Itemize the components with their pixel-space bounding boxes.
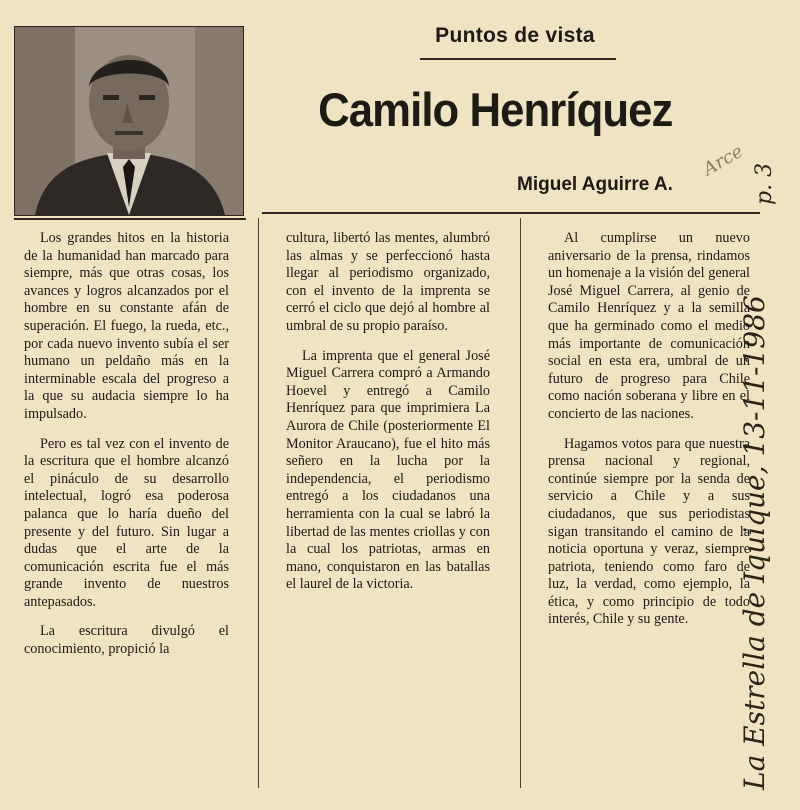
section-kicker: Puntos de vista <box>435 24 595 47</box>
paragraph: Al cumplirse un nuevo aniversario de la prensa, rindamos un homenaje a la visión del general José Miguel Carrera, al genio de Camilo Henríquez y a la semilla que ha germinado como el medio más importante de comunicación social en esta era, umbral de un futuro de progreso para Chile como nación soberana y libre en el concierto de las naciones. <box>548 230 750 422</box>
paragraph: Hagamos votos para que nuestra prensa nacional y regional, continúe siempre por la senda de servicio a Chile y a sus ciudadanos, que sus periodistas sigan transitando el camino de la noticia oportuna y veraz, siempre patriota, teniendo como faro de luz, la verdad, como ejemplo, la ética, y como principio de todo interés, Chile y su gente. <box>548 435 750 628</box>
author-portrait-image <box>15 27 243 215</box>
paragraph: cultura, libertó las mentes, alumbró las almas y se perfeccionó hasta llegar al periodismo organizado, con el invento de la imprenta se cerró el ciclo que dejó al hombre al umbral de su propio paraíso. <box>286 230 490 334</box>
article-column-3 <box>548 230 750 641</box>
column-divider-2 <box>520 218 521 788</box>
handwritten-source-date: La Estrella de Iquique, 13-11-1986 <box>738 295 771 790</box>
author-photo <box>14 26 244 216</box>
faint-handwritten-note: Arce <box>699 140 747 181</box>
paragraph: Los grandes hitos en la historia de la humanidad han marcado para siempre, más que otras cosas, los avances y logros alcanzados por el hombre en su constante afán de superación. El fuego, la rueda, etc., por cada nuevo invento subía el ser humano un peldaño más en la interminable escala del progreso a la que su audacia siempre lo ha impulsado. <box>24 230 229 422</box>
header-divider <box>262 212 760 214</box>
photo-divider <box>14 218 246 220</box>
column-divider-1 <box>258 218 259 788</box>
paragraph: Pero es tal vez con el invento de la escritura que el hombre alcanzó el pináculo de su desarrollo intelectual, logró esa poderosa palanca que lo haría dueño del presente y del futuro. Sin lugar a dudas que el arte de la comunicación escrita fue el más grande invento de nuestros antepasados. <box>24 435 229 610</box>
article-column-1 <box>24 230 229 671</box>
paragraph: La imprenta que el general José Miguel Carrera compró a Armando Hoevel y entregó a Camilo Henríquez para que imprimiera La Aurora de Chile (posteriormente El Monitor Araucano), fue el hito más señero en la lucha por la independencia, el periodismo entregó a los ciudadanos una herramienta con la cual se labró la libertad de las mentes criollas y con la cual los patriotas, armas en mano, conquistaron en las batallas el laurel de la victoria. <box>286 347 490 593</box>
article-title: Camilo Henríquez <box>318 83 673 136</box>
kicker-underline <box>420 58 616 60</box>
author-byline: Miguel Aguirre A. <box>517 174 673 195</box>
paragraph: La escritura divulgó el conocimiento, propició la <box>24 623 229 658</box>
handwritten-page-note: p. 3 <box>752 162 777 205</box>
article-column-2 <box>286 230 490 606</box>
